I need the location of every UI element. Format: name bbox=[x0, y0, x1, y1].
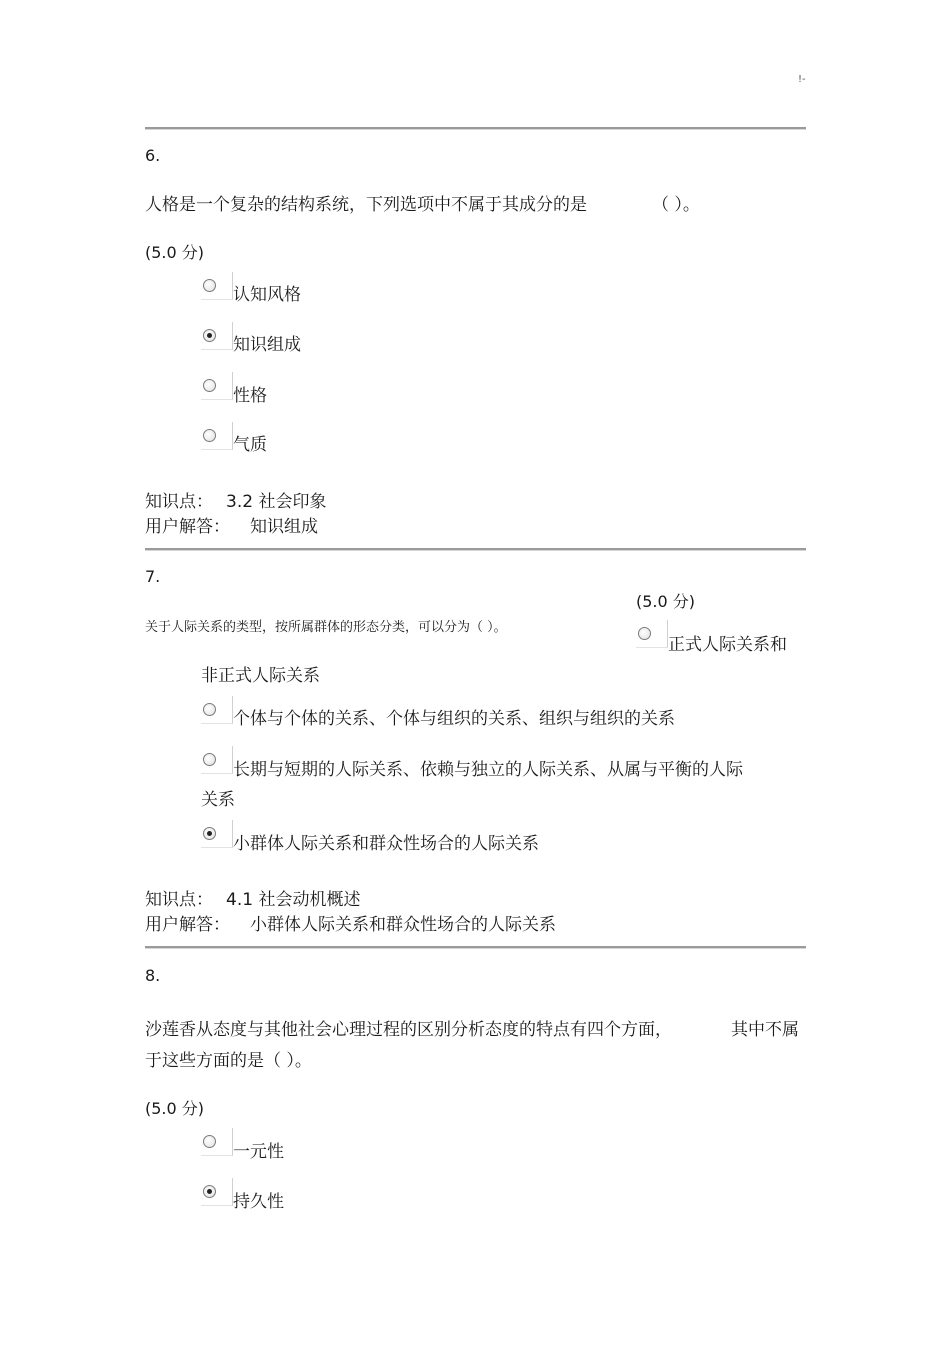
option-label[interactable]: 正式人际关系和 bbox=[668, 635, 787, 655]
question-number: 7. bbox=[145, 567, 161, 586]
user-answer-label: 用户解答： bbox=[145, 915, 230, 935]
option-label[interactable]: 个体与个体的关系、个体与组织的关系、组织与组织的关系 bbox=[233, 709, 675, 729]
option-label[interactable]: 知识组成 bbox=[233, 335, 301, 355]
knowledge-point-label: 知识点： bbox=[145, 492, 213, 512]
radio-button[interactable] bbox=[638, 627, 651, 640]
page-mark: !- bbox=[798, 74, 806, 85]
question-stem: 关于人际关系的类型，按所属群体的形态分类，可以分为（ ）。 bbox=[145, 620, 507, 635]
option-label-continued: 关系 bbox=[201, 790, 235, 810]
divider bbox=[145, 127, 806, 130]
option-label[interactable]: 性格 bbox=[233, 386, 267, 406]
user-answer-label: 用户解答： bbox=[145, 517, 230, 537]
option-label-continued: 非正式人际关系 bbox=[201, 666, 320, 686]
question-stem-line2: 于这些方面的是（ ）。 bbox=[145, 1051, 312, 1071]
radio-button-selected[interactable] bbox=[203, 827, 216, 840]
option-label[interactable]: 一元性 bbox=[233, 1142, 284, 1162]
radio-button-selected[interactable] bbox=[203, 1185, 216, 1198]
radio-button[interactable] bbox=[203, 1135, 216, 1148]
knowledge-point-label: 知识点： bbox=[145, 890, 213, 910]
knowledge-point-value: 3.2 社会印象 bbox=[226, 492, 327, 512]
option-label[interactable]: 气质 bbox=[233, 435, 267, 455]
option-label[interactable]: 持久性 bbox=[233, 1192, 284, 1212]
option-label[interactable]: 小群体人际关系和群众性场合的人际关系 bbox=[233, 834, 539, 854]
user-answer-value: 知识组成 bbox=[250, 517, 318, 537]
question-stem-line1: 沙莲香从态度与其他社会心理过程的区别分析态度的特点有四个方面， bbox=[145, 1020, 672, 1040]
radio-button[interactable] bbox=[203, 379, 216, 392]
question-stem: 人格是一个复杂的结构系统，下列选项中不属于其成分的是 bbox=[145, 195, 587, 215]
divider bbox=[145, 548, 806, 551]
radio-button[interactable] bbox=[203, 429, 216, 442]
question-blank: （ ）。 bbox=[652, 195, 700, 215]
user-answer-value: 小群体人际关系和群众性场合的人际关系 bbox=[250, 915, 556, 935]
radio-button[interactable] bbox=[203, 703, 216, 716]
radio-button-selected[interactable] bbox=[203, 329, 216, 342]
question-score: (5.0 分) bbox=[636, 592, 696, 611]
question-score: (5.0 分) bbox=[145, 1099, 205, 1118]
question-number: 6. bbox=[145, 146, 161, 165]
radio-button[interactable] bbox=[203, 279, 216, 292]
question-number: 8. bbox=[145, 966, 161, 985]
divider bbox=[145, 946, 806, 949]
radio-button[interactable] bbox=[203, 753, 216, 766]
question-stem-line1-tail: 其中不属 bbox=[731, 1020, 799, 1040]
option-label[interactable]: 认知风格 bbox=[233, 285, 301, 305]
knowledge-point-value: 4.1 社会动机概述 bbox=[226, 890, 361, 910]
option-label[interactable]: 长期与短期的人际关系、依赖与独立的人际关系、从属与平衡的人际 bbox=[233, 760, 743, 780]
question-score: (5.0 分) bbox=[145, 243, 205, 262]
